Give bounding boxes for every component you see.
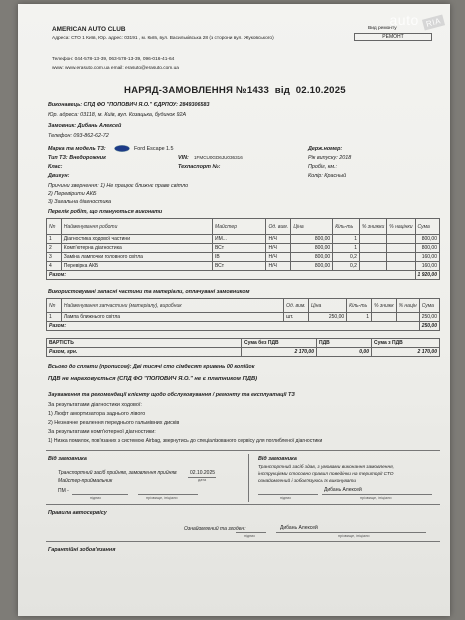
rules-title: Правила автосервісу [48, 510, 107, 516]
vin-value: 1FMCU0GD6JU036316 [194, 155, 243, 160]
vin-label: VIN: [178, 155, 189, 161]
handover-left-text: Транспортний засіб прийняв, замовлення прийняв [58, 470, 177, 476]
handover-left-master: Майстер-приймальник [58, 478, 113, 484]
order-title: НАРЯД-ЗАМОВЛЕННЯ №1433 від 02.10.2025 [124, 85, 346, 96]
recommendation-item: За результатами комп'ютерної діагностики: [48, 429, 156, 435]
plate-number: Держ.номер: [308, 146, 343, 152]
complaint-item: 3) Загальна діагностика [48, 199, 111, 205]
repair-type-value: РЕМОНТ [354, 33, 432, 41]
company-phone: Телефон: 044-578-13-39, 063-578-13-39, 096-016-41-64 [52, 57, 175, 62]
vehicle-color: Колір: Красный [308, 173, 347, 179]
works-total-row: Разом: 1 920,00 [47, 271, 440, 280]
recommendation-item: За результатами діагностики ходової: [48, 402, 142, 408]
handover-right-name: Дибань Алексей [324, 487, 362, 493]
recommendations-title: Зауваження та рекомендації клієнту щодо обслуговування / ремонту та експлуатації ТЗ [48, 392, 295, 398]
vehicle-brand-label: Марка та модель ТЗ: [48, 146, 106, 152]
rules-familiar: Ознайомлений та згоден: [184, 526, 246, 532]
vehicle-class: Клас: [48, 164, 63, 170]
order-date: 02.10.2025 [295, 85, 346, 96]
repair-type-label: Вид ремонту [368, 26, 397, 31]
autoria-watermark: auto RIA [390, 12, 444, 28]
parts-table: Nn Найменування запчастини (матеріалу), виробник Од. вим. Ціна Кіль-ть % знижк % націн Сума 1 Лампа ближнього світла шт. 250,00 1 250,00 Разом: 250,00 [46, 298, 440, 331]
complaint-item: 2) Перевірити АКБ [48, 191, 97, 197]
order-document: AMERICAN AUTO CLUB Адреса: СТО 1 Київ, Юр. адрес: 03191 , м. Київ, вул. Васильківська 28 (з сторони вул. Жуковського) Телефон: 044-578-13-39, 063-578-13-39, 096-016-41-64 www: www.erasuto.com.ua email: erasuto@erasuto.com.ua Вид ремонту РЕМОНТ НАРЯД-ЗАМОВЛЕННЯ №1433 від 02.10.2025 Виконавець: СПД ФО "ПОПОВИЧ Я.О." ЄДРПОУ: 2849306583 Юр. адреса: 03118, м. Київ, вул. Козацька, будинок 92А Замовник: Дибань Алексей Телефон: 093-862-62-72 Марка та модель ТЗ: Ford Escape 1.5 Тип ТЗ: Внедорожник VIN: 1FMCU0GD6JU036316 Клас: Техпаспорт №: Двигун: Держ.номер: Рік випуску: 2018 Пробіг, км.: Колір: Красный Причини звернення: 1) Не працює ближнє праве світло 2) Перевірити АКБ 3) Загальна діагностика Перелік робіт, що плануються виконати Nn Найменування роботи Майстер Од. вим. Ціна Кіль-ть % знижки % націнки Сума 1 Діагностика ходової частини ИМ... Н/Ч 800,00 1 800,00 2 Комп'ютерна діагностика ВСт Н/Ч 800,00 1 800,00 3 Заміна лампочки головного світла ІВ Н/Ч 800,00 0,2 160,00 4 Перевірка АКБ ВСт Н/Ч 800,00 0,2 160,00 Разом: 1 920,00 Використовувані запасні частини та матеріали, оплачувані замовником Nn Найменування запчастини (матеріалу), виробник Од. вим. Ціна Кіль-ть % знижк % націн Сума 1 Лампа ближнього світла шт. 250,00 1 250,00 Разом: 250,00 ВАРТІСТЬ Сума без ПДВ ПДВ Сума з ПДВ Разом, грн. 2 170,00 0,00 2 170,00 Всього до сплати (прописом): Дві тисячі сто сімдесят гривень 00 копійок ПДВ не нараховується (СПД ФО "ПОПОВИЧ Я.О." не є платником ПДВ) Зауваження та рекомендації клієнту щодо обслуговування / ремонту та експлуатації ТЗ За результатами діагностики ходової: 1) Люфт амортизатора заднього лівого 2) Незначне реалення переднього гальмівних дисків За результатами комп'ютерної діагностики: 1) Низка помилок, пов'язаних з системою Airbag, звернутись до спеціалізованого сервісу для поглибленої діагностики Від замовника Транспортний засіб прийняв, замовлення прийняв Майстер-приймальник 02.10.2025 дата ПМ - підпис прізвище, ініціали Від замовника Транспортний засіб здав, з умовами виконання замовлення, інструкціями стосовно правил поведінки на території СТО ознайомлений і зобов'язуюсь їх виконувати Дибань Алексей підпис прізвище, ініціали Правила автосервісу Ознайомлений та згоден: Дибань Алексей підпис прізвище, ініціали Гарантійні зобов'язання auto RIA [18, 4, 450, 616]
rules-name: Дибань Алексей [280, 525, 318, 531]
company-name: AMERICAN AUTO CLUB [52, 26, 126, 33]
recommendation-item: 1) Люфт амортизатора заднього лівого [48, 411, 146, 417]
table-row: 4 Перевірка АКБ ВСт Н/Ч 800,00 0,2 160,00 [47, 262, 440, 271]
handover-left-date: 02.10.2025 [190, 470, 216, 476]
cost-table: ВАРТІСТЬ Сума без ПДВ ПДВ Сума з ПДВ Разом, грн. 2 170,00 0,00 2 170,00 [46, 338, 440, 357]
vat-note: ПДВ не нараховується (СПД ФО "ПОПОВИЧ Я.О." не є платником ПДВ) [48, 376, 258, 382]
techpass: Техпаспорт №: [178, 164, 221, 170]
payment-words: Всього до сплати (прописом): Дві тисячі сто сімдесят гривень 00 копійок [48, 364, 255, 370]
warranty-title: Гарантійні зобов'язання [48, 547, 116, 553]
ford-logo [114, 145, 130, 154]
table-row: 1 Діагностика ходової частини ИМ... Н/Ч 800,00 1 800,00 [47, 235, 440, 244]
executor-address: Юр. адреса: 03118, м. Київ, вул. Козацька, будинок 92А [48, 112, 187, 118]
works-table: Nn Найменування роботи Майстер Од. вим. Ціна Кіль-ть % знижки % націнки Сума 1 Діагностика ходової частини ИМ... Н/Ч 800,00 1 800,00 2 Комп'ютерна діагностика ВСт Н/Ч 800,00 1 800,00 3 Заміна лампочки головного світла ІВ Н/Ч 800,00 0,2 160,00 4 Перевірка АКБ ВСт Н/Ч 800,00 0,2 160,00 Разом: 1 920,00 [46, 218, 440, 280]
customer: Замовник: Дибань Алексей [48, 123, 122, 129]
table-row: 3 Заміна лампочки головного світла ІВ Н/Ч 800,00 0,2 160,00 [47, 253, 440, 262]
vehicle-engine: Двигун: [48, 173, 70, 179]
vehicle-mileage: Пробіг, км.: [308, 164, 338, 170]
company-web: www: www.erasuto.com.ua email: erasuto@erasuto.com.ua [52, 66, 179, 71]
parts-total-row: Разом: 250,00 [47, 322, 440, 331]
complaint-title: Причини звернення: 1) Не працює ближнє праве світло [48, 183, 189, 189]
recommendation-item: 2) Незначне реалення переднього гальмівних дисків [48, 420, 180, 426]
handover-right-title: Від замовника [258, 456, 297, 462]
executor: Виконавець: СПД ФО "ПОПОВИЧ Я.О." ЄДРПОУ: 2849306583 [48, 102, 210, 108]
works-title: Перелік робіт, що плануються виконати [48, 209, 163, 215]
vehicle-year: Рік випуску: 2018 [308, 155, 352, 161]
customer-phone: Телефон: 093-862-62-72 [48, 133, 109, 139]
recommendation-item: 1) Низка помилок, пов'язаних з системою Airbag, звернутись до спеціалізованого сервісу для поглибленої діагностики [48, 438, 323, 444]
handover-left-title: Від замовника [48, 456, 87, 462]
company-address: Адреса: СТО 1 Київ, Юр. адрес: 03191 , м. Київ, вул. Васильківська 28 (з сторони вул. Жуковського) [52, 36, 274, 41]
table-row: 1 Лампа ближнього світла шт. 250,00 1 250,00 [47, 313, 440, 322]
vehicle-brand-value: Ford Escape 1.5 [134, 146, 174, 152]
vehicle-type: Тип ТЗ: Внедорожник [48, 155, 106, 161]
parts-title: Використовувані запасні частини та матеріали, оплачувані замовником [48, 289, 250, 295]
table-row: 2 Комп'ютерна діагностика ВСт Н/Ч 800,00 1 800,00 [47, 244, 440, 253]
handover-left-pm: ПМ - [58, 488, 69, 494]
divider [46, 450, 440, 451]
